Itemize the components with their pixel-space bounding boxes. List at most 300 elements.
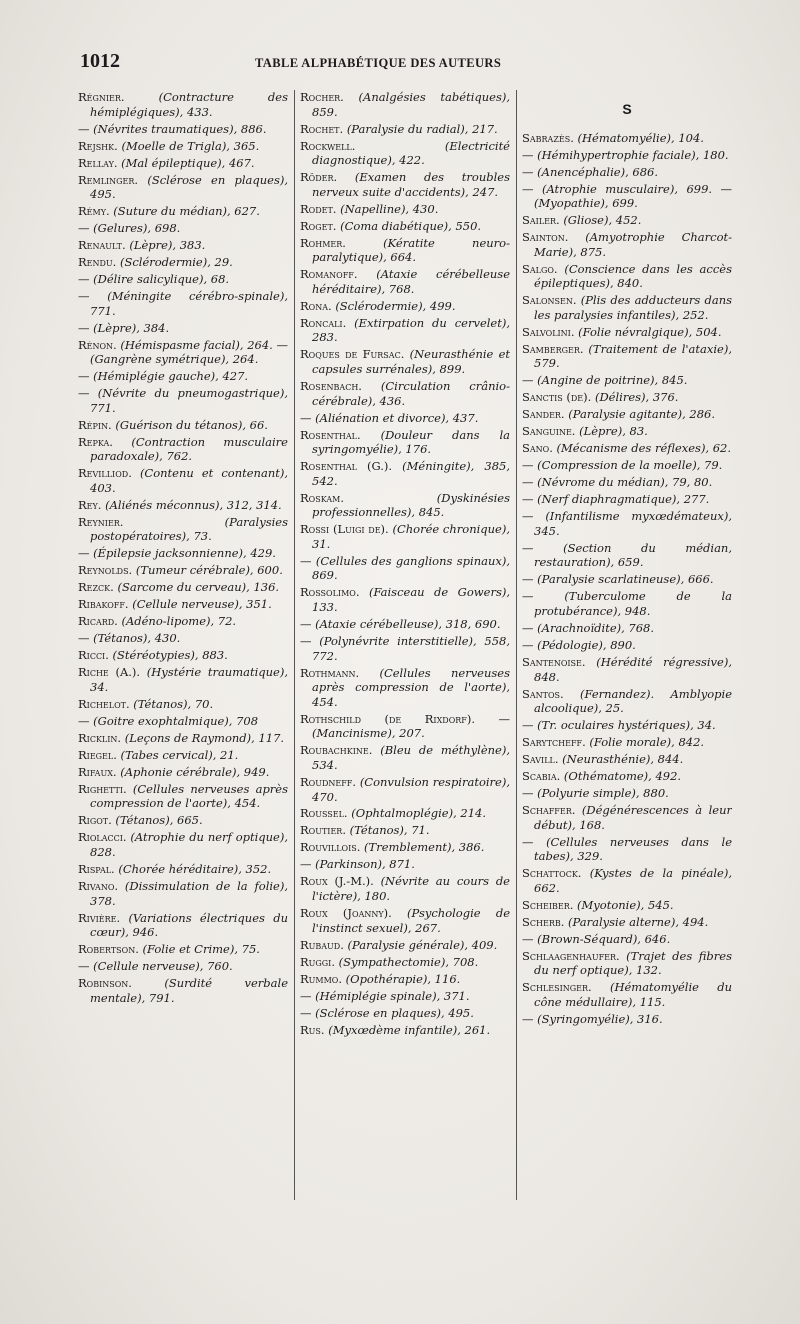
index-entry [78, 289, 288, 318]
index-entry [300, 617, 510, 632]
entry-reference: (Dyskinésies professionnelles), 845. [312, 490, 510, 520]
author-name: — [522, 621, 534, 635]
author-name: Ricklin. [78, 730, 122, 745]
author-name: Renault. [78, 238, 126, 253]
entry-reference: (Sclérose en plaques), 495. [315, 1005, 474, 1020]
author-name: — [300, 553, 312, 568]
entry-reference: (Nerf diaphragmatique), 277. [537, 492, 710, 507]
entry-reference: (Traitement de l'ataxie), 579. [534, 341, 732, 371]
index-entry [300, 585, 510, 614]
entry-reference: (Syringomyélie), 316. [537, 1011, 663, 1026]
entry-reference: (Contracture des hémiplégiques), 433. [90, 90, 288, 119]
index-entry [78, 272, 288, 287]
entry-reference: (Sclérose en plaques), 495. [90, 172, 288, 202]
entry-reference: (Paralysie alterne), 494. [568, 914, 709, 929]
index-entry [522, 165, 732, 180]
entry-reference: (Hystérie traumatique), 34. [90, 665, 288, 694]
author-name: Rigot. [78, 813, 112, 828]
entry-reference: (Myotonie), 545. [577, 897, 674, 912]
author-name: — [522, 373, 534, 388]
index-entry [522, 752, 732, 767]
entry-reference: (Angine de poitrine), 845. [537, 373, 688, 388]
author-name: Repka. [78, 434, 113, 449]
entry-reference: (Polynévrite interstitielle), 558, 772. [312, 634, 510, 663]
index-entry [300, 955, 510, 970]
entry-reference: (Neurasthénie), 844. [562, 752, 684, 767]
index-entry [522, 407, 732, 422]
entry-reference: (Othématome), 492. [563, 769, 682, 784]
author-name: Riche (A.). [78, 665, 141, 680]
index-entry [522, 621, 732, 636]
author-name: Rosenthal. [300, 427, 361, 442]
entry-reference: (Hémihypertrophie faciale), 180. [537, 147, 729, 162]
entry-reference: (Kératite neuro-paralytique), 664. [312, 235, 510, 265]
author-name: Rothschild (de Rixdorf). [300, 711, 475, 726]
author-name: Ricci. [78, 648, 109, 663]
author-name: — [522, 164, 534, 179]
index-entry [300, 202, 510, 217]
entry-reference: (Electricité diagnostique), 422. [312, 138, 510, 168]
index-entry [78, 976, 288, 1005]
author-name: Rémy. [78, 204, 110, 219]
entry-reference: (Parkinson), 871. [315, 857, 415, 872]
section-letter: S [622, 101, 632, 117]
entry-reference: (Ataxie cérébelleuse), 318, 690. [315, 617, 501, 632]
entry-reference: (Sympathectomie), 708. [338, 954, 479, 969]
author-name: — [522, 475, 534, 490]
index-entry [78, 221, 288, 236]
author-name: — [522, 540, 534, 555]
index-entry [78, 614, 288, 629]
index-entry [522, 424, 732, 439]
entry-reference: (Anencéphalie), 686. [537, 164, 659, 179]
entry-reference: (Trajet des fibres du nerf optique), 132. [534, 948, 732, 978]
entry-reference: (Circulation crânio-cérébrale), 436. [312, 378, 510, 408]
author-name: Robinson. [78, 976, 132, 991]
index-entry [78, 959, 288, 974]
entry-reference: (Variations électriques du cœur), 946. [90, 910, 288, 940]
author-name: Salonsen. [522, 293, 577, 308]
entry-reference: (Folie et Crime), 75. [142, 942, 260, 957]
entry-reference: (Hémispasme facial), 264. — (Gangrène symétrique), 264. [90, 337, 288, 367]
entry-reference: (Hémiplégie gauche), 427. [93, 369, 249, 384]
index-entry [522, 866, 732, 895]
index-entry [300, 938, 510, 953]
index-column-2 [300, 90, 510, 1300]
index-entry [522, 687, 732, 716]
index-entry [300, 411, 510, 426]
entry-reference: (Cellules nerveuses après compression de l'aorte), 454. [312, 665, 510, 709]
author-name: Rivière. [78, 910, 121, 925]
entry-reference: (Ophtalmoplégie), 214. [351, 806, 487, 821]
author-name: Rocher. [300, 90, 344, 104]
author-name: Rus. [300, 1022, 325, 1037]
entry-reference: (Sclérodermie), 499. [335, 298, 456, 313]
author-name: Ribakoff. [78, 597, 129, 612]
author-name: Routier. [300, 823, 346, 838]
author-name: Salvolini. [522, 324, 575, 339]
index-entry [300, 267, 510, 296]
index-entry [78, 911, 288, 940]
author-name: Santos. [522, 686, 564, 701]
index-entry [78, 369, 288, 384]
author-name: Schaffer. [522, 803, 576, 818]
author-name: Répin. [78, 417, 112, 432]
index-entry [300, 775, 510, 804]
column-divider [516, 90, 517, 1200]
running-title: TABLE ALPHABÉTIQUE DES AUTEURS [255, 56, 502, 70]
index-entry [78, 173, 288, 202]
entry-reference: (Sarcome du cerveau), 136. [117, 580, 280, 595]
index-column-3 [522, 90, 732, 1300]
entry-reference: (Tétanos), 665. [115, 813, 203, 828]
index-entry [300, 379, 510, 408]
author-name: Roubachkine. [300, 743, 373, 758]
entry-reference: (Extirpation du cervelet), 283. [312, 315, 510, 345]
entry-reference: (Névrite du pneumogastrique), 771. [90, 386, 288, 415]
entry-reference: (Tuberculome de la protubérance), 948. [534, 589, 732, 619]
entry-reference: (Leçons de Raymond), 117. [124, 730, 285, 745]
index-entry [78, 813, 288, 828]
index-entry [300, 806, 510, 821]
entry-reference: (Tremblement), 386. [364, 840, 485, 855]
author-name: Rouvillois. [300, 840, 361, 855]
page-number: 1012 [80, 50, 120, 72]
author-name: Romanoff. [300, 267, 358, 282]
index-entry [522, 638, 732, 653]
author-name: Sanguine. [522, 424, 576, 439]
index-entry [78, 204, 288, 219]
entry-reference: (Contraction musculaire paradoxale), 762. [90, 434, 288, 464]
entry-reference: (Cellules nerveuses dans le tabes), 329. [534, 834, 732, 864]
entry-reference: (Bleu de méthylène), 534. [312, 743, 510, 772]
author-name: — [300, 857, 312, 872]
index-entry [78, 648, 288, 663]
index-column-1 [78, 90, 288, 1300]
entry-reference: (Plis des adducteurs dans les paralysies infantiles), 252. [534, 293, 732, 322]
index-entry [78, 515, 288, 544]
author-name: — [78, 289, 90, 304]
index-entry [300, 1006, 510, 1021]
author-name: Schattock. [522, 866, 582, 881]
index-entry [300, 316, 510, 345]
entry-reference: (Amyotrophie Charcot-Marie), 875. [534, 230, 732, 259]
entry-reference: (Aphonie cérébrale), 949. [120, 764, 270, 779]
entry-reference: (Kystes de la pinéale), 662. [534, 866, 732, 895]
entry-reference: (Fernandez). Amblyopie alcoolique), 25. [534, 686, 732, 716]
author-name: — [522, 572, 534, 587]
entry-reference: (Paralysies postopératoires), 73. [90, 514, 288, 544]
entry-reference: (Tétanos), 70. [133, 696, 214, 711]
author-name: Rossolimo. [300, 585, 360, 600]
index-entry [300, 972, 510, 987]
entry-reference: (Infantilisme myxœdémateux), 345. [534, 509, 732, 538]
entry-reference: (Hématomyélie du cône médullaire), 115. [534, 980, 732, 1009]
author-name: Rohmer. [300, 235, 346, 250]
author-name: Sabrazès. [522, 130, 574, 145]
author-name: Schlesinger. [522, 980, 592, 995]
index-entry [522, 655, 732, 684]
entry-reference: (Chorée chronique), 31. [312, 522, 510, 551]
index-entry [78, 862, 288, 877]
index-entry [522, 718, 732, 733]
index-entry [300, 554, 510, 583]
author-name: Righetti. [78, 781, 127, 796]
entry-reference: (Atrophie du nerf optique), 828. [90, 830, 288, 859]
index-entry [522, 1012, 732, 1027]
index-entry [522, 213, 732, 228]
author-name: Rivano. [78, 878, 119, 893]
author-name: — [522, 147, 534, 162]
author-name: Sarytcheff. [522, 735, 586, 750]
index-entry [300, 634, 510, 663]
entry-reference: (Aliénés méconnus), 312, 314. [105, 497, 282, 512]
index-entry [522, 509, 732, 538]
entry-reference: (Contenu et contenant), 403. [90, 466, 288, 495]
author-name: Rochet. [300, 121, 344, 136]
author-name: Salgo. [522, 261, 558, 276]
author-name: Rothmann. [300, 665, 360, 680]
entry-reference: (Psychologie de l'instinct sexuel), 267. [312, 906, 510, 935]
index-entry [78, 418, 288, 433]
index-entry [300, 170, 510, 199]
index-entry [522, 293, 732, 322]
entry-reference: (Pédologie), 890. [537, 637, 636, 652]
author-name: Revilliod. [78, 466, 132, 481]
entry-reference: (Arachnoïdite), 768. [537, 621, 655, 635]
entry-reference: (Tabes cervical), 21. [120, 747, 239, 762]
author-name: Sander. [522, 407, 565, 422]
entry-reference: (Névrome du médian), 79, 80. [537, 475, 713, 490]
index-entry [78, 238, 288, 253]
author-name: Scabia. [522, 769, 561, 784]
index-entry [300, 712, 510, 741]
author-name: — [522, 1011, 534, 1026]
entry-reference: (Cellule nerveuse), 351. [132, 597, 272, 612]
index-entry [522, 325, 732, 340]
index-entry [300, 906, 510, 935]
index-entry [300, 428, 510, 457]
index-entry [522, 131, 732, 146]
entry-reference: (Sclérodermie), 29. [119, 255, 233, 270]
author-name: Schlaagenhaufer. [522, 948, 620, 963]
index-entry [78, 748, 288, 763]
index-entry [78, 156, 288, 171]
index-entry [78, 765, 288, 780]
entry-reference: (Lèpre), 384. [93, 320, 170, 335]
entry-reference: (Surdité verbale mentale), 791. [90, 976, 288, 1005]
entry-reference: (Tumeur cérébrale), 600. [135, 563, 283, 578]
index-entry [522, 835, 732, 864]
entry-reference: (Mal épileptique), 467. [121, 155, 255, 170]
author-name: — [522, 834, 534, 849]
index-entry [78, 879, 288, 908]
entry-reference: (Faisceau de Gowers), 133. [312, 585, 510, 615]
index-entry [78, 466, 288, 495]
index-entry [78, 498, 288, 513]
entry-reference: (Napelline), 430. [340, 201, 439, 216]
entry-reference: (Myxœdème infantile), 261. [328, 1022, 491, 1037]
author-name: — [78, 272, 90, 287]
entry-reference: (Lèpre), 383. [129, 238, 206, 253]
author-name: — [522, 589, 534, 604]
index-entry [522, 458, 732, 473]
author-name: Riolacci. [78, 830, 127, 845]
entry-reference: (Folie morale), 842. [589, 735, 705, 750]
index-entry [78, 546, 288, 561]
index-entry [522, 769, 732, 784]
index-entry [300, 1023, 510, 1038]
index-columns [78, 90, 738, 1300]
index-entry [522, 148, 732, 163]
entry-reference: (Hérédité régressive), 848. [534, 654, 732, 684]
index-entry [78, 665, 288, 694]
entry-reference: (Cellules nerveuses après compression de l'aorte), 454. [90, 781, 288, 811]
author-name: Rubaud. [300, 937, 344, 952]
index-entry [522, 342, 732, 371]
index-entry [522, 230, 732, 259]
author-name: — [78, 386, 90, 401]
author-name: — [522, 637, 534, 652]
index-entry [522, 390, 732, 405]
index-entry [522, 898, 732, 913]
index-entry [78, 714, 288, 729]
entry-reference: (Paralysie agitante), 286. [568, 407, 715, 422]
author-name: Roux (Joanny). [300, 906, 392, 920]
author-name: Rejshk. [78, 138, 118, 153]
author-name: — [78, 221, 90, 236]
column-divider [294, 90, 295, 1200]
entry-reference: (Brown-Séquard), 646. [537, 931, 671, 946]
entry-reference: (Paralysie générale), 409. [347, 937, 498, 952]
index-entry [78, 386, 288, 415]
author-name: — [78, 546, 90, 561]
index-entry [300, 491, 510, 520]
author-name: — [78, 713, 90, 728]
author-name: Scheiber. [522, 897, 574, 912]
index-entry [78, 830, 288, 859]
author-name: Rispal. [78, 861, 115, 876]
author-name: — [522, 492, 534, 507]
author-name: Scherb. [522, 914, 565, 929]
author-name: Rifaux. [78, 764, 117, 779]
entry-reference: (Stéréotypies), 883. [112, 648, 228, 663]
author-name: — [300, 617, 312, 632]
index-entry [78, 255, 288, 270]
author-name: Reynolds. [78, 563, 133, 578]
index-entry [300, 236, 510, 265]
author-name: Reynier. [78, 514, 124, 529]
author-name: Richelot. [78, 696, 130, 711]
index-entry [522, 541, 732, 570]
entry-reference: (Neurasthénie et capsules surrénales), 899. [312, 347, 510, 376]
index-entry [522, 182, 732, 211]
index-entry [300, 857, 510, 872]
index-entry [522, 803, 732, 832]
author-name: Rendu. [78, 255, 117, 270]
entry-reference: (Délires), 376. [594, 390, 679, 405]
entry-reference: (Délire salicylique), 68. [93, 272, 230, 287]
index-entry [300, 823, 510, 838]
index-entry [300, 459, 510, 488]
author-name: Rodet. [300, 201, 337, 216]
author-name: Rellay. [78, 155, 118, 170]
author-name: Rosenbach. [300, 378, 362, 393]
entry-reference: (Mécanisme des réflexes), 62. [556, 441, 732, 456]
entry-reference: (Opothérapie), 116. [345, 971, 461, 986]
entry-reference: (Lèpre), 83. [579, 424, 648, 439]
entry-reference: (Douleur dans la syringomyélie), 176. [312, 427, 510, 457]
entry-reference: (Convulsion respiratoire), 470. [312, 774, 510, 804]
index-entry [522, 786, 732, 801]
index-entry [78, 697, 288, 712]
index-entry [78, 631, 288, 646]
index-entry [78, 338, 288, 367]
entry-reference: (Folie névralgique), 504. [578, 324, 722, 339]
author-name: Régnier. [78, 90, 125, 104]
author-name: Rey. [78, 497, 102, 512]
entry-reference: (Méningite), 385, 542. [312, 459, 510, 488]
index-entry [522, 589, 732, 618]
index-entry [78, 139, 288, 154]
author-name: Roget. [300, 218, 337, 233]
author-name: Sainton. [522, 230, 569, 245]
author-name: — [300, 634, 312, 648]
author-name: — [78, 369, 90, 384]
entry-reference: (Paralysie scarlatineuse), 666. [537, 572, 714, 587]
index-entry [522, 932, 732, 947]
author-name: — [300, 988, 312, 1003]
index-entry [78, 597, 288, 612]
entry-reference: (Gelures), 698. [93, 221, 181, 236]
author-name: — [522, 786, 534, 801]
author-name: Riegel. [78, 747, 117, 762]
entry-reference: (Ataxie cérébelleuse héréditaire), 768. [312, 267, 510, 296]
author-name: — [522, 181, 534, 196]
author-name: Samberger. [522, 341, 584, 356]
index-entry [300, 874, 510, 903]
author-name: — [300, 1005, 312, 1020]
author-name: — [522, 718, 534, 733]
author-name: Sano. [522, 441, 553, 456]
index-entry [78, 580, 288, 595]
index-entry [300, 666, 510, 710]
entry-reference: (Analgésies tabétiques), 859. [312, 90, 510, 119]
index-entry [522, 475, 732, 490]
entry-reference: (Compression de la moelle), 79. [537, 458, 723, 473]
author-name: — [78, 320, 90, 335]
author-name: Rockwell. [300, 138, 356, 153]
entry-reference: (Épilepsie jacksonnienne), 429. [93, 546, 276, 561]
author-name: — [522, 458, 534, 473]
entry-reference: (Goitre exophtalmique), 708 [93, 713, 259, 728]
entry-reference: (Suture du médian), 627. [113, 204, 260, 219]
entry-reference: (Névrite au cours de l'ictère), 180. [312, 874, 510, 904]
author-name: Savill. [522, 752, 559, 767]
index-entry [522, 980, 732, 1009]
index-entry [300, 347, 510, 376]
index-entry [522, 441, 732, 456]
author-name: Ruggi. [300, 954, 335, 969]
author-name: Rezck. [78, 580, 114, 595]
author-name: Rossi (Luigi de). [300, 522, 389, 537]
author-name: — [78, 631, 90, 646]
index-entry [522, 492, 732, 507]
entry-reference: (Cellule nerveuse), 760. [93, 959, 233, 974]
author-name: Ricard. [78, 614, 118, 629]
author-name: Röder. [300, 170, 338, 185]
author-name: Remlinger. [78, 172, 139, 187]
